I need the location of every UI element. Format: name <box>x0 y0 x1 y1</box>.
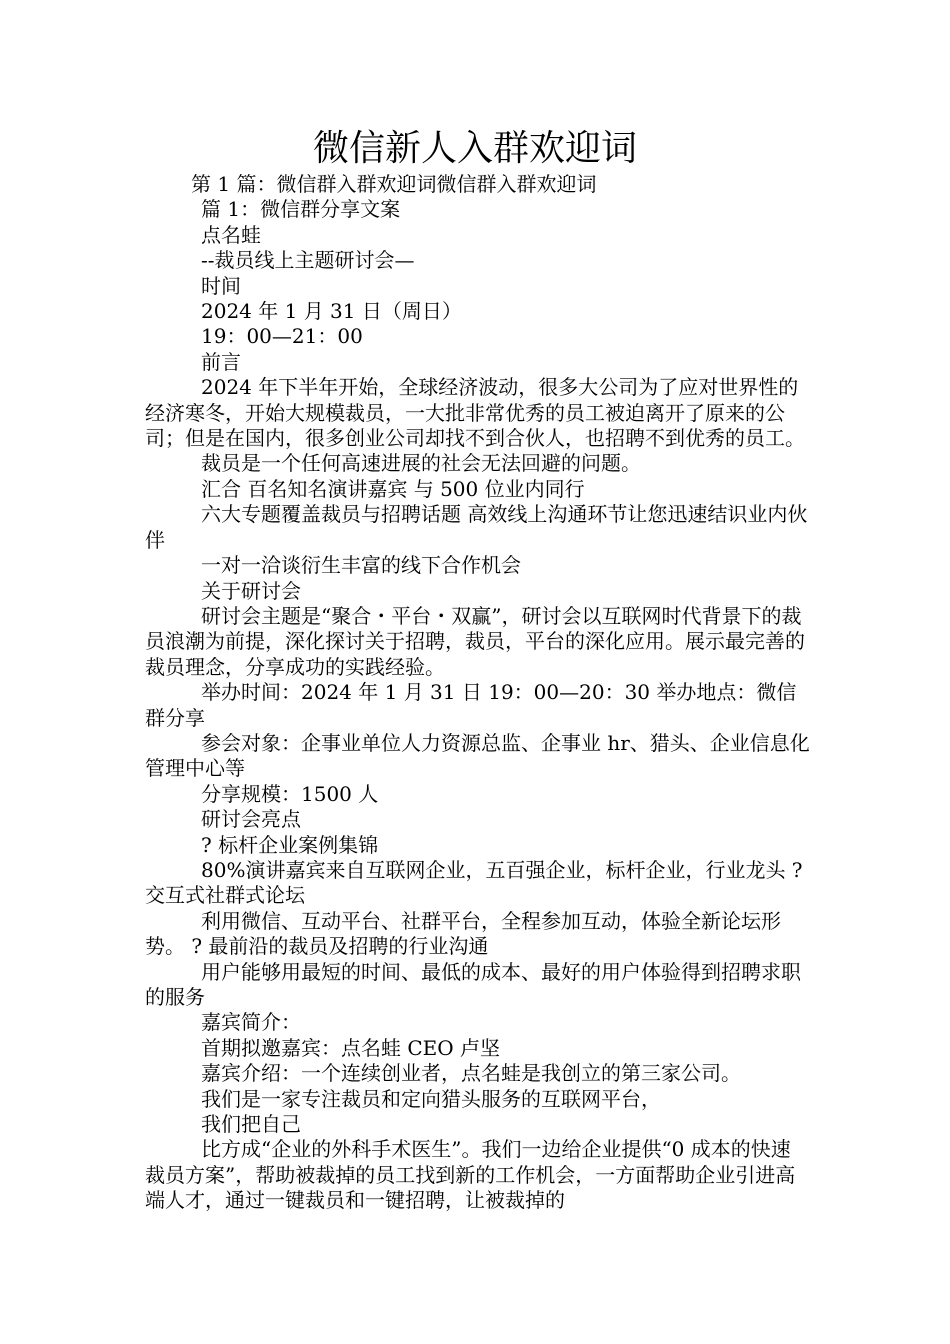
paragraph: 利用微信、互动平台、社群平台，全程参加互动，体验全新论坛形势。 ? 最前沿的裁员及招聘的行业沟通 <box>145 908 781 959</box>
paragraph: 举办时间：2024 年 1 月 31 日 19：00—20：30 举办地点：微信群分享 <box>145 680 797 730</box>
paragraph: 研讨会主题是“聚合・平台・双赢”，研讨会以互联网时代背景下的裁员浪潮为前提，深化探讨关于招聘，裁员，平台的深化应用。展示最完善的裁员理念，分享成功的实践经验。 <box>145 603 805 679</box>
document-body <box>145 172 810 1214</box>
paragraph: 嘉宾简介： <box>201 1010 301 1035</box>
paragraph: 2024 年下半年开始，全球经济波动，很多大公司为了应对世界性的经济寒冬，开始大规模裁员，一大批非常优秀的员工被迫离开了原来的公司；但是在国内，很多创业公司却找不到合伙人，也招聘不到优秀的员工。 <box>145 375 805 451</box>
paragraph: --裁员线上主题研讨会— <box>201 248 415 273</box>
paragraph: ? 标杆企业案例集锦 <box>201 832 379 857</box>
paragraph: 汇合 百名知名演讲嘉宾 与 500 位业内同行 <box>201 476 585 501</box>
paragraph: 点名蛙 <box>201 222 261 247</box>
paragraph: 首期拟邀嘉宾：点名蛙 CEO 卢坚 <box>201 1035 501 1060</box>
paragraph: 一对一洽谈衍生丰富的线下合作机会 <box>201 553 521 578</box>
paragraph: 时间 <box>201 273 241 298</box>
paragraph: 2024 年 1 月 31 日（周日） <box>201 299 462 324</box>
paragraph: 嘉宾介绍：一个连续创业者，点名蛙是我创立的第三家公司。 <box>201 1061 741 1086</box>
paragraph: 参会对象：企事业单位人力资源总监、企事业 hr、猎头、企业信息化管理中心等 <box>145 730 810 781</box>
paragraph: 关于研讨会 <box>201 578 301 603</box>
paragraph: 用户能够用最短的时间、最低的成本、最好的用户体验得到招聘求职的服务 <box>145 959 801 1009</box>
paragraph: 我们把自己 <box>201 1112 301 1137</box>
paragraph: 篇 1：微信群分享文案 <box>201 197 401 222</box>
paragraph: 19：00—21：00 <box>201 324 363 349</box>
paragraph: 我们是一家专注裁员和定向猎头服务的互联网平台， <box>201 1086 661 1111</box>
document-title: 微信新人入群欢迎词 <box>312 128 637 169</box>
paragraph: 裁员是一个任何高速进展的社会无法回避的问题。 <box>201 451 641 476</box>
paragraph: 六大专题覆盖裁员与招聘话题 高效线上沟通环节让您迅速结识业内伙伴 <box>145 502 808 552</box>
paragraph: 比方成“企业的外科手术医生”。我们一边给企业提供“0 成本的快速裁员方案”，帮助被裁掉的员工找到新的工作机会，一方面帮助企业引进高端人才，通过一键裁员和一键招聘，让被裁掉的 <box>145 1137 796 1213</box>
paragraph: 研讨会亮点 <box>201 807 301 832</box>
paragraph: 分享规模：1500 人 <box>201 781 379 806</box>
paragraph: 前言 <box>201 349 241 374</box>
paragraph: 80%演讲嘉宾来自互联网企业，五百强企业，标杆企业，行业龙头 ? 交互式社群式论坛 <box>145 857 803 908</box>
subtitle: 第 1 篇：微信群入群欢迎词微信群入群欢迎词 <box>191 172 597 196</box>
